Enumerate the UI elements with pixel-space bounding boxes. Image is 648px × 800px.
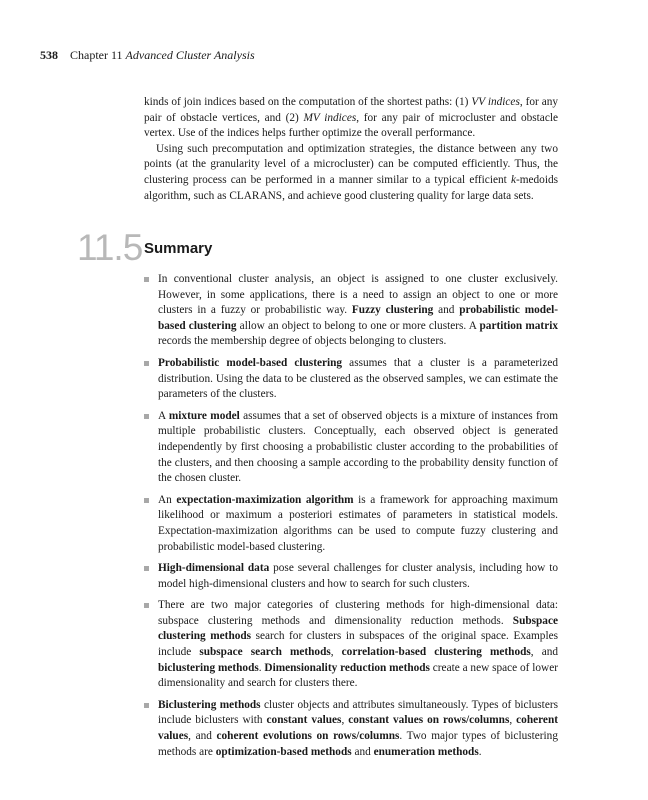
bold-term: coherent values (158, 714, 558, 743)
bold-term: optimization-based methods (215, 745, 352, 758)
list-item-text: An expectation-maximization algorithm is a framework for approaching maximum likelihood or maximum a posteriori estimates of parameters in statistical models. Expectation-maximization algorithms can be used to compute fuzzy clustering and probabilistic model-based clustering. (158, 493, 559, 553)
summary-list (144, 272, 558, 766)
list-item (144, 272, 558, 350)
list-item (144, 409, 558, 487)
bold-term: Subspace clustering methods (158, 614, 558, 643)
list-item-text: Biclustering methods cluster objects and attributes simultaneously. Types of biclusters include biclusters with constant values, constant values on rows/columns, coherent values, and coherent evolutions on rows/columns. Two major types of biclustering methods are optimization-based methods and enumeration methods. (158, 698, 558, 758)
bold-term: High-dimensional data (158, 562, 270, 575)
bullet-square-icon (144, 414, 149, 419)
list-item-text: Probabilistic model-based clustering assumes that a cluster is a parameterized distribution. Using the data to be clustered as the observed samples, we can estimate the parameters of the clusters. (158, 356, 558, 401)
chapter-label: Chapter 11 (70, 48, 123, 62)
bold-term: expectation-maximization algorithm (176, 493, 354, 506)
bold-term: enumeration methods (373, 745, 479, 758)
list-item-text: In conventional cluster analysis, an object is assigned to one cluster exclusively. However, in some applications, there is a need to assign an object to one or more clusters in a fuzzy or probabilistic way. Fuzzy clustering and probabilistic model-based clustering allow an object to belong to one or more clusters. A partition matrix records the membership degree of objects belonging to clusters. (158, 273, 558, 348)
bold-term: Fuzzy clustering (351, 304, 434, 317)
list-item (144, 356, 558, 403)
list-item-text: High-dimensional data pose several challenges for cluster analysis, including how to model high-dimensional clusters and how to search for such clusters. (158, 562, 558, 590)
bold-term: subspace search methods (199, 646, 331, 659)
bold-term: Dimensionality reduction methods (264, 661, 430, 674)
bold-term: Probabilistic model-based clustering (158, 356, 343, 369)
bullet-square-icon (144, 703, 149, 708)
section-number: 11.5 (77, 227, 143, 268)
bold-term: correlation-based clustering methods (341, 646, 531, 659)
list-item (144, 561, 558, 592)
list-item-text: A mixture model assumes that a set of observed objects is a mixture of instances from multiple probabilistic clusters. Conceptually, each observed object is generated independently by first choosing a probabilistic cluster according to the probabilities of the clusters, and then choosing a sample according to the probability density function of the chosen cluster. (158, 409, 558, 485)
bold-term: mixture model (168, 409, 240, 422)
paragraph: Using such precomputation and optimization strategies, the distance between any two points (at the granularity level of a microcluster) can be computed efficiently. Thus, the clustering process can be performed in a manner similar to a typical efficient k-medoids algorithm, such as CLARANS, and achieve good clustering quality for large data sets. (144, 142, 558, 202)
list-item (144, 493, 558, 555)
bullet-square-icon (144, 361, 149, 366)
bold-term: constant values (266, 714, 342, 727)
bullet-square-icon (144, 566, 149, 571)
bold-term: Biclustering methods (158, 698, 261, 711)
bold-term: partition matrix (479, 319, 558, 332)
bold-term: constant values on rows/columns (348, 714, 510, 727)
list-item (144, 598, 558, 692)
italic-term: VV indices (471, 96, 520, 108)
paragraph: kinds of join indices based on the computation of the shortest paths: (1) VV indices, for any pair of obstacle vertices, and (2) MV indices, for any pair of microcluster and obstacle vertex. Use of the indices helps further optimize the overall performance. (144, 96, 559, 140)
bold-term: probabilistic model-based clustering (158, 304, 558, 332)
italic-term: k (510, 173, 516, 186)
page-number: 538 (40, 48, 58, 62)
italic-term: MV indices (303, 111, 357, 124)
list-item-text: There are two major categories of clustering methods for high-dimensional data: subspace clustering methods and dimensionality reduction methods. Subspace clustering methods search for clusters in subspaces of the original space. Examples include subspace search methods, correlation-based clustering methods, and biclustering methods. Dimensionality reduction methods create a new space of lower dimensionality and search for clusters there. (158, 599, 558, 690)
running-header (40, 48, 255, 62)
section-title: Summary (144, 240, 213, 257)
bullet-square-icon (144, 603, 149, 608)
intro-text (144, 95, 558, 204)
bold-term: biclustering methods (158, 661, 259, 674)
bold-term: coherent evolutions on rows/columns (216, 730, 400, 743)
bullet-square-icon (144, 277, 149, 282)
chapter-title: Advanced Cluster Analysis (125, 48, 255, 62)
list-item (144, 698, 558, 760)
bullet-square-icon (144, 498, 149, 503)
